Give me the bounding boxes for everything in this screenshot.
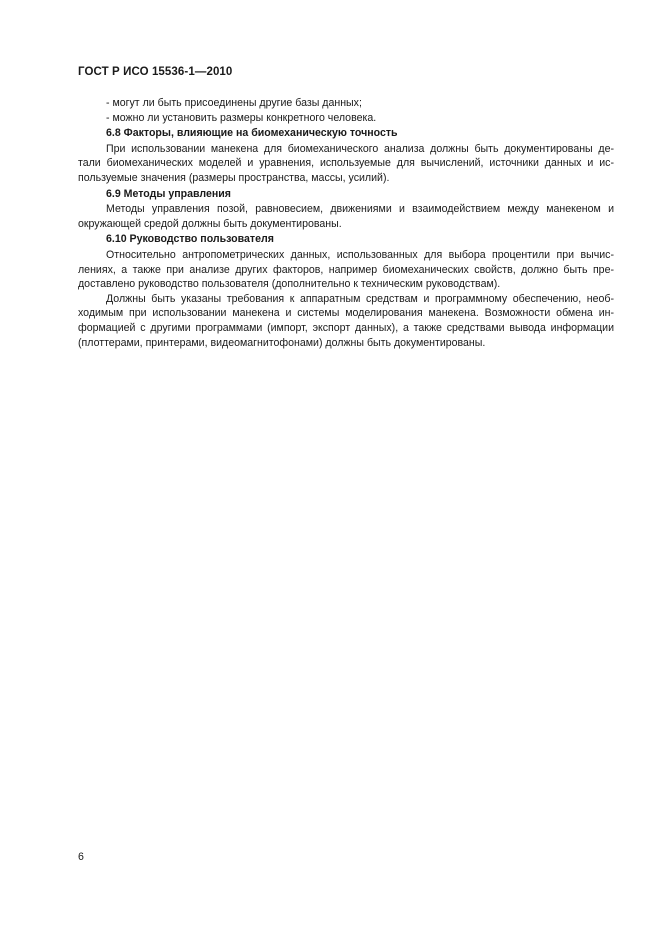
paragraph-line: Относительно антропометрических данных, использованных для выбора процентили при вычис- <box>106 248 614 261</box>
paragraph-line: лениях, а также при анализе других факторов, например биомеханических свойств, должно быть пре- <box>78 263 614 276</box>
paragraph-line: пользуемые значения (размеры пространства, массы, усилий). <box>78 171 390 184</box>
paragraph-line: тали биомеханических моделей и уравнения, используемые для вычислений, источники данных и ис- <box>78 157 614 170</box>
page-number: 6 <box>78 851 84 863</box>
section-paragraph <box>78 142 614 186</box>
bullet-item: - можно ли установить размеры конкретного человека. <box>106 111 377 124</box>
paragraph-line: (плоттерами, принтерами, видеомагнитофонами) должны быть документированы. <box>78 336 486 349</box>
paragraph-line: формацией с другими программами (импорт, экспорт данных), а также средствами вывода информации <box>78 321 614 334</box>
paragraph-line: окружающей средой должны быть документированы. <box>78 217 342 230</box>
paragraph-line: Должны быть указаны требования к аппаратным средствам и программному обеспечению, необ- <box>106 292 614 305</box>
section-heading-6-9: 6.9 Методы управления <box>106 187 231 200</box>
paragraph-line: ходимым при использовании манекена и системы моделирования манекена. Возможности обмена ин- <box>78 307 614 320</box>
bullet-item: - могут ли быть присоединены другие базы данных; <box>106 97 362 109</box>
paragraph-line: При использовании манекена для биомеханического анализа должны быть документированы де- <box>106 142 614 155</box>
paragraph-line: доставлено руководство пользователя (дополнительно к техническим руководствам). <box>78 278 501 291</box>
section-paragraph <box>78 292 614 350</box>
section-paragraph <box>78 202 614 231</box>
page-body <box>78 96 614 350</box>
section-paragraph <box>78 248 614 292</box>
standard-code-header: ГОСТ Р ИСО 15536-1—2010 <box>78 66 233 78</box>
section-heading-6-10: 6.10 Руководство пользователя <box>106 233 274 246</box>
paragraph-line: Методы управления позой, равновесием, движениями и взаимодействием между манекеном и <box>106 203 614 216</box>
section-heading-6-8: 6.8 Факторы, влияющие на биомеханическую точность <box>106 127 398 140</box>
